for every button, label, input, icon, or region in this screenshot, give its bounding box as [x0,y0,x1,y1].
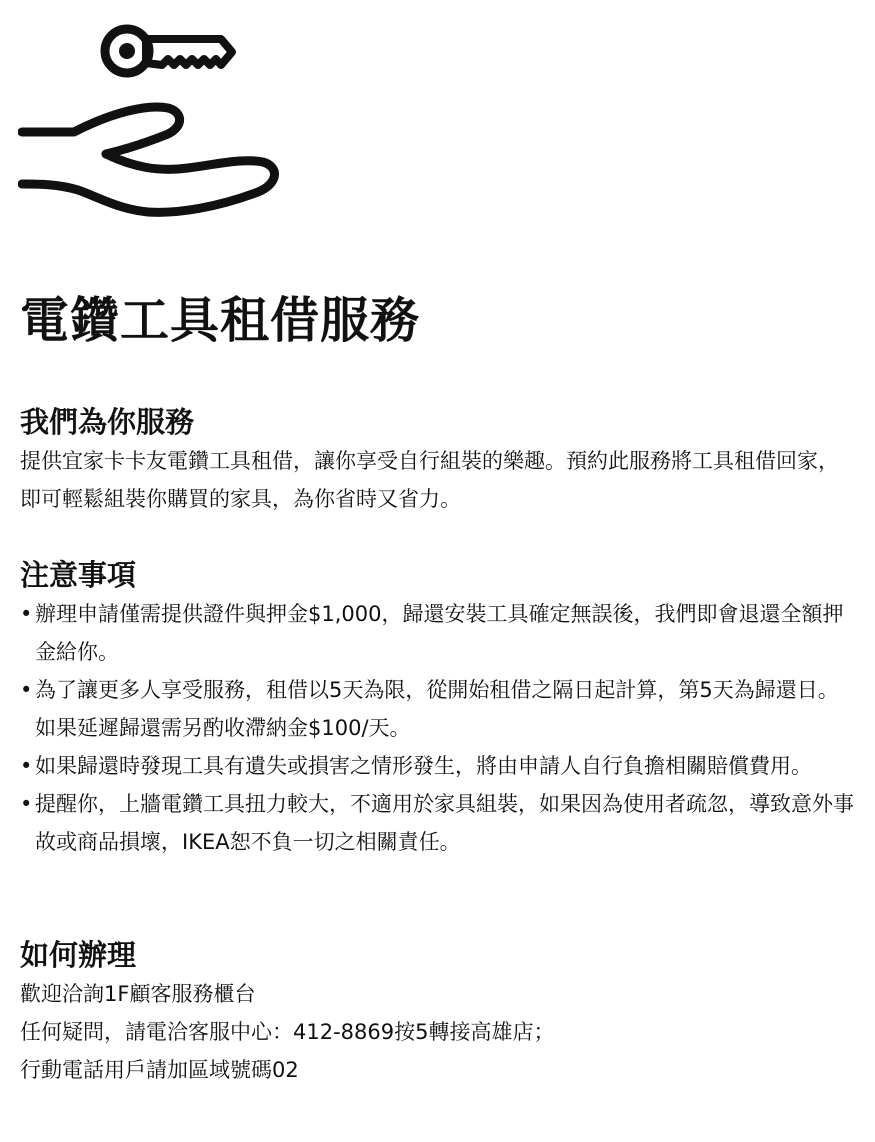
notice-section [20,555,855,861]
notice-item [20,595,855,671]
notice-heading: 注意事項 [20,558,137,592]
notice-item-text: 為了讓更多人享受服務，租借以5天為限，從開始租借之隔日起計算，第5天為歸還日。如果延遲歸還需另酌收滯納金$100/天。 [35,678,839,740]
notice-list [20,595,855,861]
notice-item-text: 提醒你，上牆電鑽工具扭力較大，不適用於家具組裝，如果因為使用者疏忽，導致意外事故或商品損壞，IKEA恕不負一切之相關責任。 [35,792,854,854]
bullet-icon: • [20,602,33,626]
notice-item-text: 辦理申請僅需提供證件與押金$1,000，歸還安裝工具確定無誤後，我們即會退還全額押金給你。 [35,602,844,664]
bullet-icon: • [20,754,33,778]
bullet-icon: • [20,792,33,816]
page-title: 電鑽工具租借服務 [20,292,421,349]
hand-holding-key-icon [18,22,280,220]
bullet-icon: • [20,678,33,702]
howto-line: 歡迎洽詢1F顧客服務櫃台 [20,982,256,1006]
notice-item [20,785,855,861]
howto-line: 任何疑問，請電洽客服中心：412-8869按5轉接高雄店； [20,1020,555,1044]
howto-body [20,975,855,1089]
howto-line: 行動電話用戶請加區域號碼02 [20,1058,299,1082]
service-heading: 我們為你服務 [20,405,195,439]
service-section [20,402,855,518]
howto-section [20,935,855,1089]
notice-item [20,747,855,785]
notice-item [20,671,855,747]
howto-heading: 如何辦理 [20,938,137,972]
notice-item-text: 如果歸還時發現工具有遺失或損害之情形發生，將由申請人自行負擔相關賠償費用。 [35,754,812,778]
service-body: 提供宜家卡卡友電鑽工具租借，讓你享受自行組裝的樂趣。預約此服務將工具租借回家，即可輕鬆組裝你購買的家具，為你省時又省力。 [20,449,839,511]
